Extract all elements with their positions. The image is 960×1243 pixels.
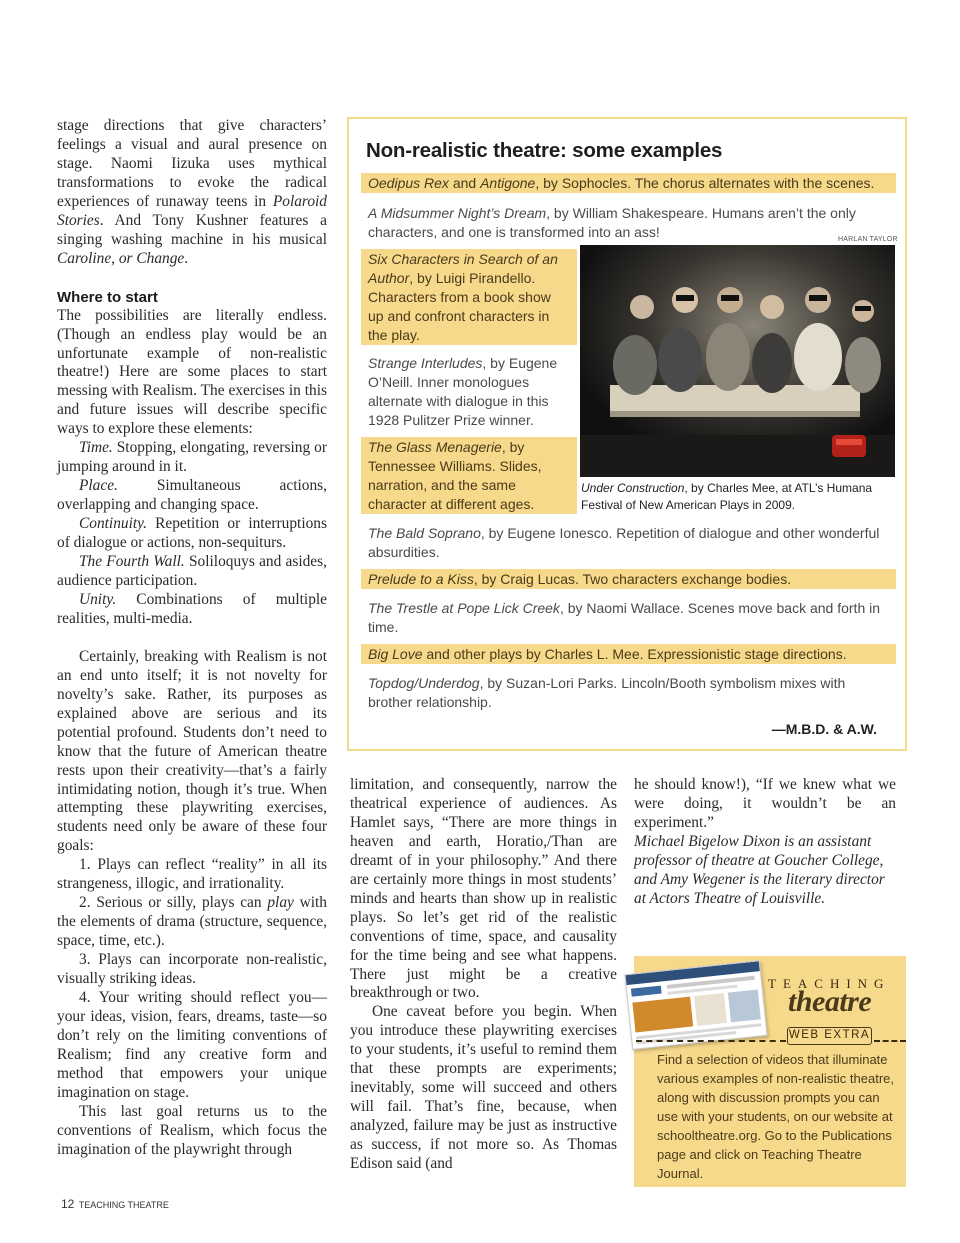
example-item: Oedipus Rex and Antigone, by Sophocles. The chorus alternates with the scenes. (361, 173, 896, 193)
publication-name: TEACHING THEATRE (78, 1200, 169, 1210)
example-item: The Glass Menagerie, by Tennessee Williams. Slides, narration, and the same character at different ages. (361, 437, 577, 514)
example-item: The Bald Soprano, by Eugene Ionesco. Repetition of dialogue and other wonderful absurdities. (368, 525, 880, 560)
web-extra-brand: TEACHING (768, 976, 891, 991)
goal-item: 3. Plays can incorporate non-realistic, visually striking ideas. (57, 951, 327, 988)
middle-column (350, 776, 617, 1174)
page-number: 12 (61, 1197, 75, 1211)
left-column (57, 117, 327, 1160)
body-paragraph: he should know!), “If we knew what we were doing, it wouldn’t be an experiment.” (634, 776, 896, 831)
body-paragraph: This last goal returns us to the conventions of Realism, which focus the imagination of the playwright through (57, 1102, 327, 1158)
dashed-divider (874, 1040, 906, 1042)
example-item: The Trestle at Pope Lick Creek, by Naomi Wallace. Scenes move back and forth in time. (368, 600, 881, 635)
body-paragraph: The possibilities are literally endless. (Though an endless play would be an unfortunate example of non-realistic theatre!) Here are some places to start messing with Realism. The exercises in this and future issues will describe specific ways to explore these elements: (57, 306, 327, 438)
web-extra-text: Find a selection of videos that illuminate various examples of non-realistic theatre, along with discussion prompts you can use with your students, on our website at schooltheatre.org. Go to the Publications page and click on Teaching Theatre Journal. (657, 1052, 895, 1181)
right-column (634, 776, 896, 909)
example-item: Topdog/Underdog, by Suzan-Lori Parks. Lincoln/Booth symbolism mixes with brother relationship. (368, 675, 846, 710)
photo-caption: Under Construction, by Charles Mee, at ATL’s Humana Festival of New American Plays in 2009. (581, 481, 873, 512)
element-item: Unity. Combinations of multiple realities, multi-media. (57, 590, 327, 627)
page-footer (61, 1197, 169, 1211)
stage-photo-illustration (580, 245, 895, 477)
example-item: Prelude to a Kiss, by Craig Lucas. Two characters exchange bodies. (361, 569, 896, 589)
section-heading: Where to start (57, 288, 158, 306)
example-item: Strange Interludes, by Eugene O’Neill. Inner monologues alternate with dialogue in this 1928 Pulitzer Prize winner. (368, 355, 558, 428)
element-item: Time. Stopping, elongating, reversing or jumping around in it. (57, 439, 327, 476)
example-item: A Midsummer Night’s Dream, by William Shakespeare. Humans aren’t the only characters, and one is transformed into an ass! (368, 205, 856, 240)
element-item: The Fourth Wall. Soliloquys and asides, audience participation. (57, 553, 327, 589)
example-item: Six Characters in Search of an Author, by Luigi Pirandello. Characters from a book show up and confront characters in the play. (361, 249, 577, 345)
dashed-divider (636, 1040, 786, 1042)
goal-item: 4. Your writing should reflect you—your ideas, vision, fears, dreams, taste—so don’t rely on the limiting conventions of Realism; find any creative form and method that empowers your unique imagination on stage. (57, 988, 327, 1101)
website-screenshot-icon (624, 960, 767, 1050)
intro-paragraph: stage directions that give characters’ feelings a visual and aural presence on stage. Naomi Iizuka uses mythical transformations to evoke the radical experiences of runaway teens in Polaroid Stories. And Tony Kushner features a singing washing machine in his musical Caroline, or Change. (57, 117, 327, 267)
author-bio: Michael Bigelow Dixon is an assistant professor of theatre at Goucher College, and Amy Wegener is the literary director at Actors Theatre of Louisville. (634, 832, 885, 907)
body-paragraph: One caveat before you begin. When you introduce these playwriting exercises to your students, it’s useful to remind them that these prompts are experiments; inevitably, some will succeed and others will fail. That’s fine, because, when analyzed, failure may be just as instructive as success, if not more so. As Thomas Edison said (and (350, 1003, 617, 1173)
body-paragraph: Certainly, breaking with Realism is not an end unto itself; it is not novelty for novelty’s sake. Rather, its purposes as explained above are serious and its potential profound. Students don’t need to know that the future of American theatre rests upon their creativity—that’s a fairly intimidating notion, though it’s true. When attempting these playwriting exercises, students need only be aware of these four goals: (57, 647, 327, 855)
web-extra-badge: WEB EXTRA (787, 1027, 872, 1045)
web-extra-brand-script: theatre (788, 985, 872, 1018)
element-item: Place. Simultaneous actions, overlapping and changing space. (57, 477, 327, 514)
example-item: Big Love and other plays by Charles L. Mee. Expressionistic stage directions. (361, 644, 896, 664)
body-paragraph: limitation, and consequently, narrow the theatrical experience of audiences. As Hamlet says, “There are more things in heaven and earth, Horatio,/Than are dreamt of in your philosophy.” And there are certainly more things in most students’ minds and hearts than show up in realistic plays. So let’s get rid of the realistic conventions of time, space, and causality for the time being and see what happens. There just might be a creative breakthrough or two. (350, 776, 617, 1002)
sidebar-signature: —M.B.D. & A.W. (771, 721, 877, 737)
photo-credit: HARLAN TAYLOR (838, 236, 898, 243)
stage-photo (580, 245, 895, 477)
sidebar-title: Non-realistic theatre: some examples (366, 139, 723, 162)
goal-item: 2. Serious or silly, plays can play with the elements of drama (structure, sequence, space, time, etc.). (57, 894, 327, 950)
goal-item: 1. Plays can reflect “reality” in all its strangeness, illogic, and irrationality. (57, 856, 327, 893)
element-item: Continuity. Repetition or interruptions of dialogue or actions, non-sequiturs. (57, 515, 327, 552)
